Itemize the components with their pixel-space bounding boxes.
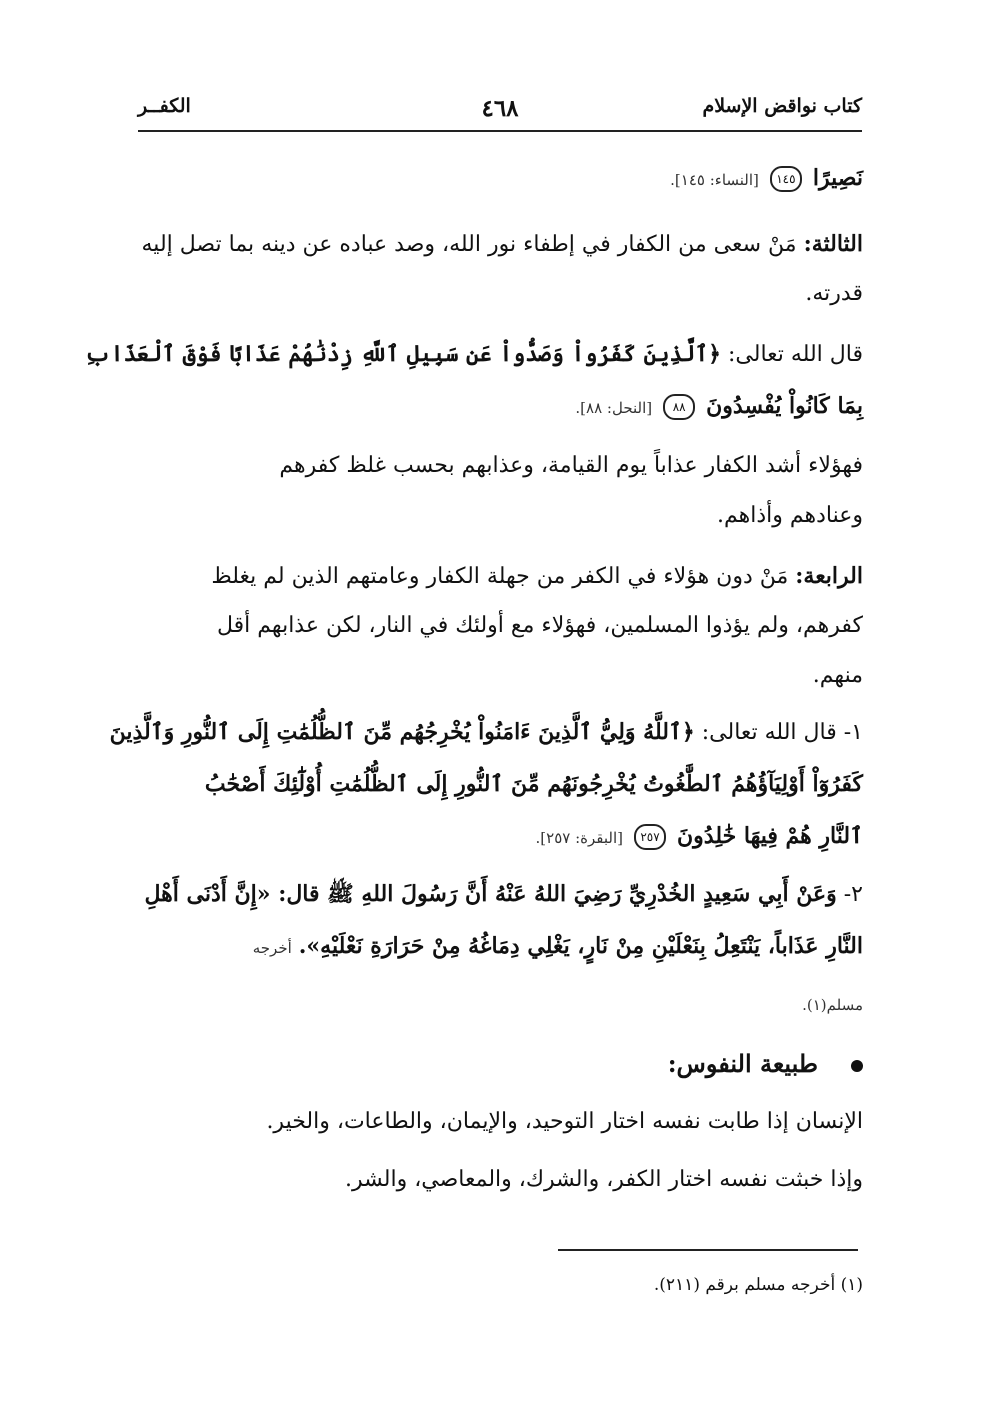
running-header — [138, 95, 862, 131]
item1-intro: قال الله تعالى: — [701, 720, 837, 745]
verse-continuation-line — [141, 164, 863, 194]
hadith-text-continued: النَّارِ عَذَاباً، يَنْتَعِلُ بِنَعْلَيْنِ مِنْ نَارٍ، يَغْلِي دِمَاغُهُ مِنْ حَرَارَةِ نَعْلَيْهِ». — [298, 933, 863, 959]
verse1-quran: ﴿ٱلَّذِينَ كَفَرُواْ وَصَدُّواْ عَن سَبِيلِ ٱللَّهِ زِدْنَٰهُمْ عَذَابًا فَوْقَ ٱلْعَذَابِ — [84, 341, 722, 367]
hadith-text: وَعَنْ أَبِي سَعِيدٍ الخُدْرِيِّ رَضِيَ اللهُ عَنْهُ أَنَّ رَسُولَ اللهِ ﷺ قال: «إِنَّ أَدْنَى أَهْلِ — [144, 881, 837, 907]
header-rule — [138, 130, 862, 132]
quran-text: نَصِيرًا — [812, 165, 863, 191]
fourth-label: الرابعة: — [795, 563, 863, 589]
hadith-source: أخرجه — [252, 939, 292, 957]
third-text-continued: قدرته. — [805, 281, 863, 306]
item1-quran-continued: كَفَرُوٓاْ أَوْلِيَآؤُهُمُ ٱلطَّٰغُوتُ يُخْرِجُونَهُم مِّنَ ٱلنُّورِ إِلَى ٱلظُّلُمَٰتِ أُوْلَٰٓئِكَ أَصْحَٰبُ — [204, 771, 863, 797]
verse1-intro: قال الله تعالى: — [728, 342, 863, 367]
fourth-category-line-2 — [141, 612, 863, 641]
verse1-line-1 — [84, 340, 863, 370]
footnote-rule — [558, 1249, 858, 1251]
chapter-title: الكفــر — [138, 95, 191, 117]
fourth-text-end: منهم. — [812, 663, 863, 688]
third-note-line-1 — [141, 452, 863, 481]
third-category-line-1 — [141, 230, 863, 260]
item1-quran-end: ٱلنَّارِ هُمْ فِيهَا خَٰلِدُونَ — [677, 823, 863, 849]
nature-text-2: وإذا خبثت نفسه اختار الكفر، والشرك، والمعاصي، والشر. — [345, 1167, 863, 1192]
verse-reference: [النحل: ٨٨]. — [575, 399, 653, 417]
verse-reference: [النساء: ١٤٥]. — [670, 171, 759, 189]
item1-line-1 — [109, 718, 863, 748]
fourth-category-line-1 — [141, 562, 863, 592]
fourth-category-line-3 — [141, 662, 863, 691]
section-heading: طبيعة النفوس: — [667, 1049, 818, 1078]
item2-line-3 — [141, 990, 863, 1019]
third-category-line-2 — [141, 280, 863, 309]
verse1-line-2 — [141, 392, 863, 422]
ayah-number-marker: ٨٨ — [663, 394, 695, 420]
nature-line-2 — [141, 1166, 863, 1195]
hadith-source-continued: مسلم(١). — [802, 996, 863, 1014]
footnote: (١) أخرجه مسلم برقم (٢١١). — [653, 1275, 863, 1295]
page-number: ٤٦٨ — [481, 95, 519, 122]
item1-number: ١- — [843, 720, 863, 745]
verse1-quran-end: بِمَا كَانُواْ يُفْسِدُونَ — [706, 393, 863, 419]
item1-line-3 — [141, 822, 863, 852]
third-label: الثالثة: — [803, 231, 863, 257]
ayah-number-marker: ٢٥٧ — [634, 824, 666, 850]
third-note-line-2 — [141, 502, 863, 531]
fourth-text: مَنْ دون هؤلاء في الكفر من جهلة الكفار وعامتهم الذين لم يغلظ — [211, 564, 789, 589]
item1-quran: ﴿ٱللَّهُ وَلِيُّ ٱلَّذِينَ ءَامَنُواْ يُخْرِجُهُم مِّنَ ٱلظُّلُمَٰتِ إِلَى ٱلنُّورِ وَٱلَّذِينَ — [109, 719, 695, 745]
section-heading-row — [141, 1048, 863, 1081]
item2-line-2 — [141, 932, 863, 962]
third-note: فهؤلاء أشد الكفار عذاباً يوم القيامة، وعذابهم بحسب غلظ كفرهم — [279, 453, 863, 478]
book-title: كتاب نواقض الإسلام — [702, 95, 862, 117]
fourth-text-continued: كفرهم، ولم يؤذوا المسلمين، فهؤلاء مع أولئك في النار، لكن عذابهم أقل — [217, 613, 863, 638]
third-text: مَنْ سعى من الكفار في إطفاء نور الله، وصد عباده عن دينه بما تصل إليه — [141, 232, 797, 257]
item2-line-1 — [141, 880, 863, 910]
verse-reference: [البقرة: ٢٥٧]. — [535, 829, 623, 847]
item2-number: ٢- — [843, 882, 863, 907]
nature-text: الإنسان إذا طابت نفسه اختار التوحيد، والإيمان، والطاعات، والخير. — [266, 1109, 863, 1134]
bullet-icon — [851, 1060, 863, 1072]
nature-line-1 — [141, 1108, 863, 1137]
ayah-number-marker: ١٤٥ — [770, 166, 802, 192]
item1-line-2 — [141, 770, 863, 800]
third-note-continued: وعنادهم وأذاهم. — [716, 503, 863, 528]
